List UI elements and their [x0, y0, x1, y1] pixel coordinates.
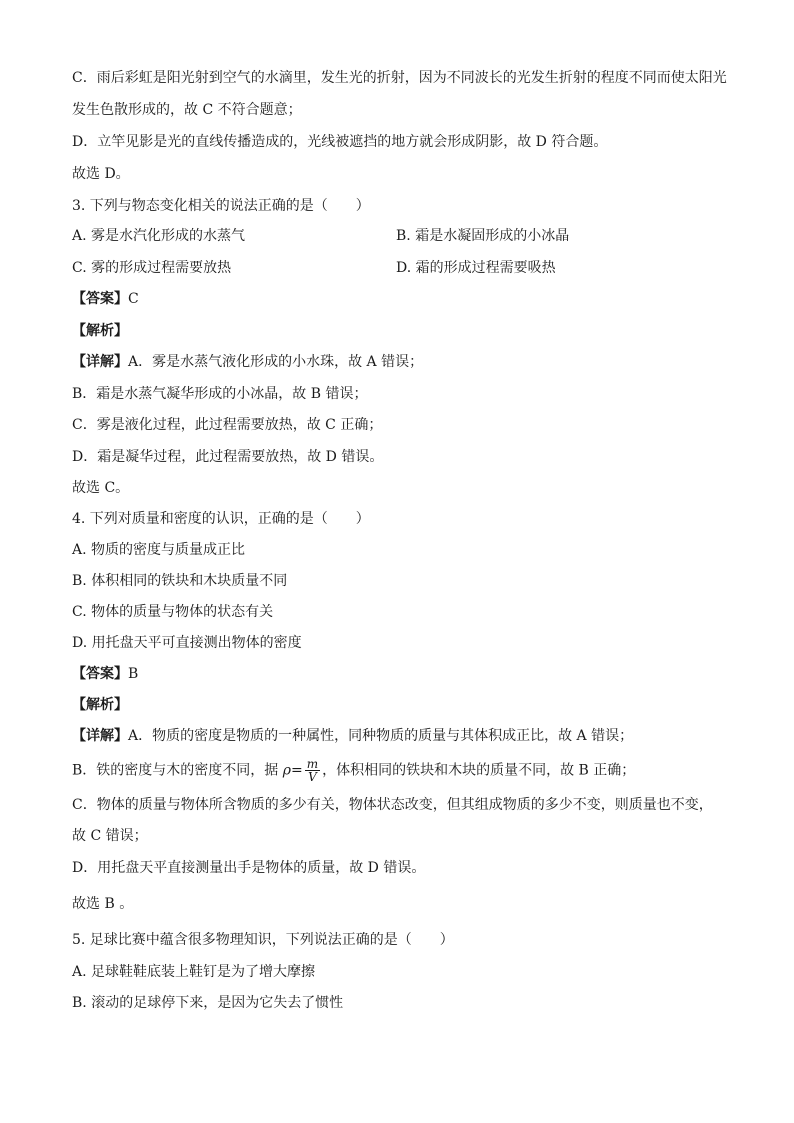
text-line: C．雨后彩虹是阳光射到空气的水滴里，发生光的折射，因为不同波长的光发生折射的程度不同而使太阳光 [72, 70, 727, 86]
detail-tag: 【详解】 [72, 728, 128, 744]
analysis-heading: 【解析】 [72, 697, 128, 713]
formula-denominator: V [308, 770, 317, 784]
text-line: 发生色散形成的，故 C 不符合题意； [72, 102, 302, 118]
detail-3d: D．霜是凝华过程，此过程需要放热，故 D 错误。 [72, 449, 384, 465]
detail-4d: D．用托盘天平直接测量出手是物体的质量，故 D 错误。 [72, 860, 426, 876]
detail-3a [72, 352, 423, 372]
detail-tag: 【详解】 [72, 354, 128, 370]
text-line: D．立竿见影是光的直线传播造成的，光线被遮挡的地方就会形成阴影，故 D 符合题。 [72, 134, 608, 150]
detail-text: B．铁的密度与木的密度不同，据 [72, 762, 279, 779]
detail-4a [72, 726, 633, 746]
detail-3c: C．雾是液化过程，此过程需要放热，故 C 正确； [72, 417, 383, 433]
answer-value: C [128, 291, 139, 307]
detail-4b [72, 758, 635, 783]
option-5a: A. 足球鞋鞋底装上鞋钉是为了增大摩擦 [72, 964, 316, 980]
option-3d: D. 霜的形成过程需要吸热 [396, 260, 556, 276]
question-4: 4. 下列对质量和密度的认识，正确的是（ ） [72, 511, 370, 527]
answer-value: B [128, 666, 139, 682]
detail-3b: B．霜是水蒸气凝华形成的小冰晶，故 B 错误； [72, 386, 368, 402]
question-3: 3. 下列与物态变化相关的说法正确的是（ ） [72, 198, 370, 214]
question-5: 5. 足球比赛中蕴含很多物理知识，下列说法正确的是（ ） [72, 932, 454, 948]
analysis-heading: 【解析】 [72, 323, 128, 339]
option-4d: D. 用托盘天平可直接测出物体的密度 [72, 635, 302, 651]
answer-tag: 【答案】 [72, 291, 128, 307]
answer-3 [72, 289, 139, 309]
formula-rho: ρ [282, 762, 291, 779]
answer-4 [72, 664, 138, 684]
conclusion-4: 故选 B 。 [72, 896, 134, 912]
conclusion-3: 故选 C。 [72, 480, 130, 496]
detail-4c: C．物体的质量与物体所含物质的多少有关，物体状态改变，但其组成物质的多少不变，则质量也不变， [72, 797, 713, 813]
detail-4c-cont: 故 C 错误； [72, 828, 148, 844]
formula-equals: = [290, 762, 303, 779]
option-5b: B. 滚动的足球停下来，是因为它失去了惯性 [72, 995, 344, 1011]
detail-text: A．雾是水蒸气液化形成的小水珠，故 A 错误； [128, 354, 424, 370]
answer-tag: 【答案】 [72, 666, 128, 682]
option-3a: A. 雾是水汽化形成的水蒸气 [72, 228, 246, 244]
detail-text: ，体积相同的铁块和木块的质量不同，故 B 正确； [322, 762, 636, 779]
option-3c: C. 雾的形成过程需要放热 [72, 260, 232, 276]
detail-text: A．物质的密度是物质的一种属性，同种物质的质量与其体积成正比，故 A 错误； [128, 728, 634, 744]
option-3b: B. 霜是水凝固形成的小冰晶 [396, 228, 570, 244]
option-4a: A. 物质的密度与质量成正比 [72, 542, 246, 558]
density-formula [305, 758, 320, 783]
formula-numerator: m [306, 757, 319, 771]
option-4c: C. 物体的质量与物体的状态有关 [72, 604, 274, 620]
option-4b: B. 体积相同的铁块和木块质量不同 [72, 573, 288, 589]
text-line: 故选 D。 [72, 166, 130, 182]
